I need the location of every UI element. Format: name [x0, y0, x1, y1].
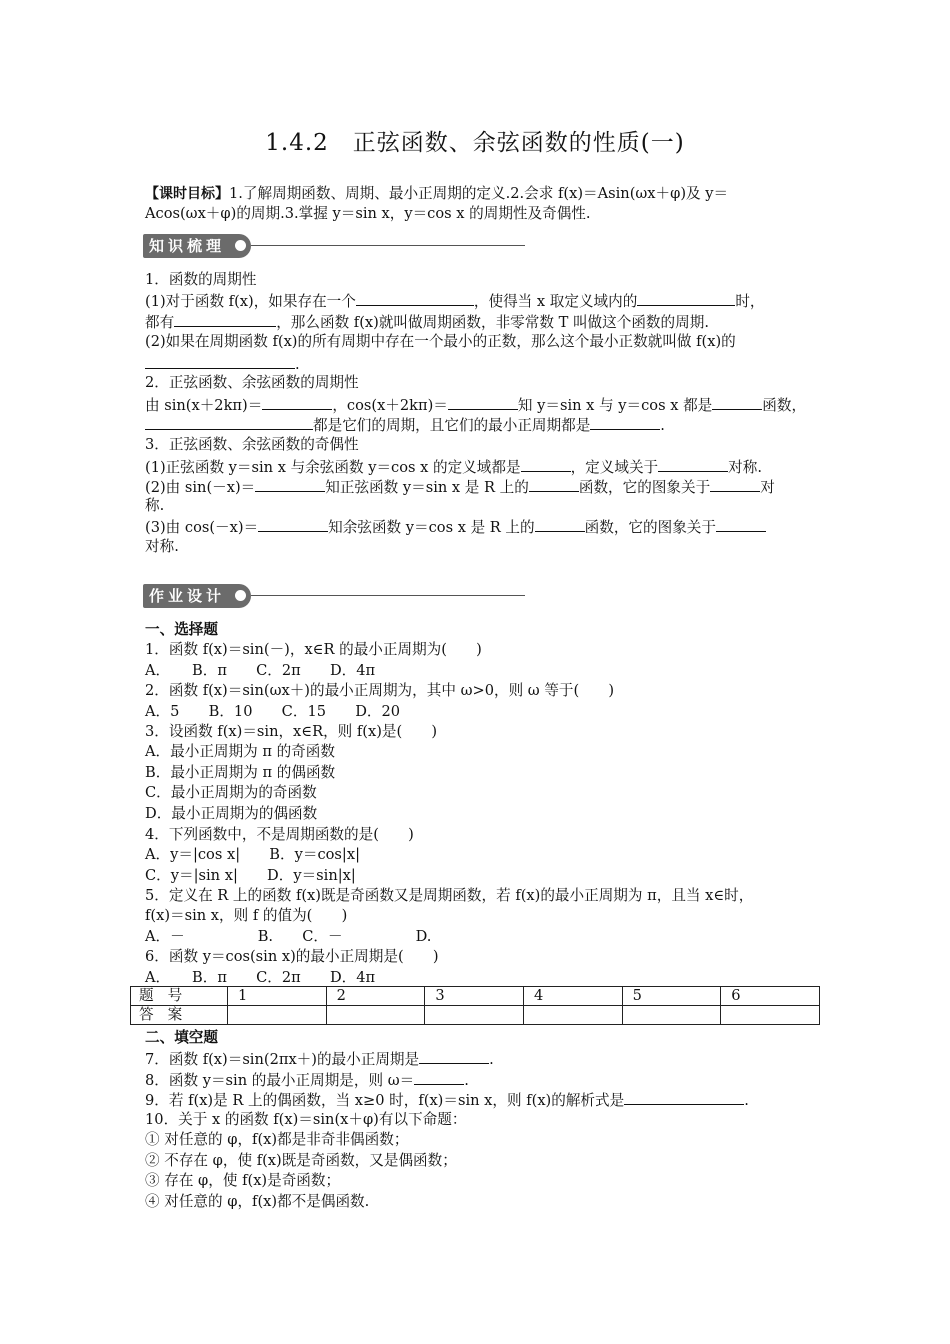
- objectives-line-1: [145, 184, 728, 204]
- knowledge-line: 由 sin(x＋2kπ)＝ ，cos(x＋2kπ)＝ 知 y＝sin x 与 y＝cos x 都是 函数，: [145, 394, 806, 416]
- fill-blank: [262, 394, 332, 410]
- section-heading-fill: 二、填空题: [145, 1029, 218, 1046]
- fill-blank: [448, 394, 518, 410]
- table-row: [131, 987, 820, 1006]
- question-1-options: A． B．π C．2π D．4π: [145, 662, 376, 679]
- fill-blank: [145, 414, 313, 430]
- answer-cell[interactable]: [326, 1006, 425, 1025]
- fill-blank: [521, 456, 571, 472]
- section-heading-choice: 一、选择题: [145, 621, 218, 638]
- divider: [251, 245, 525, 246]
- fill-blank: [174, 311, 276, 327]
- fill-blank: [535, 516, 585, 532]
- knowledge-line: (3)由 cos(－x)＝ 知余弦函数 y＝cos x 是 R 上的 函数，它的图象关于: [145, 516, 766, 538]
- fill-blank: [716, 516, 766, 532]
- proposition-4: ④ 对任意的 φ，f(x)都不是偶函数.: [145, 1193, 370, 1210]
- knowledge-heading-2: 2．正弦函数、余弦函数的周期性: [145, 374, 359, 391]
- fill-blank: [590, 414, 660, 430]
- fill-blank: [712, 394, 762, 410]
- banner-label: 作业设计: [149, 587, 226, 605]
- fill-blank: [356, 290, 474, 306]
- question-3-option-b: B．最小正周期为 π 的偶函数: [145, 764, 336, 781]
- fill-blank: [145, 353, 295, 369]
- table-cell: 1: [228, 987, 327, 1006]
- question-4-options-cd: C．y＝|sin x| D．y＝sin|x|: [145, 867, 356, 884]
- question-6: 6．函数 y＝cos(sin x)的最小正周期是( ): [145, 948, 439, 965]
- knowledge-line: (1)正弦函数 y＝sin x 与余弦函数 y＝cos x 的定义域都是 ，定义域关于 对称.: [145, 456, 762, 478]
- question-3-option-d: D．最小正周期为的偶函数: [145, 805, 318, 822]
- knowledge-line: 称.: [145, 497, 165, 514]
- table-header-answer: 答案: [131, 1006, 228, 1025]
- proposition-2: ② 不存在 φ，使 f(x)既是奇函数，又是偶函数；: [145, 1152, 457, 1169]
- bullet-dot-icon: [235, 240, 246, 251]
- question-4: 4．下列函数中，不是周期函数的是( ): [145, 826, 414, 843]
- knowledge-heading-1: 1．函数的周期性: [145, 271, 257, 288]
- fill-blank: [419, 1048, 489, 1064]
- answer-cell[interactable]: [622, 1006, 721, 1025]
- objectives-line-2: Acos(ωx＋φ)的周期.3.掌握 y＝sin x，y＝cos x 的周期性及奇偶性.: [145, 205, 591, 222]
- knowledge-line: 都有 ，那么函数 f(x)就叫做周期函数，非零常数 T 叫做这个函数的周期.: [145, 311, 709, 333]
- question-6-options: A． B．π C．2π D．4π: [145, 969, 376, 986]
- fill-blank: [529, 476, 579, 492]
- table-cell: 6: [721, 987, 820, 1006]
- answer-cell[interactable]: [425, 1006, 524, 1025]
- question-5-cont: f(x)＝sin x，则 f 的值为( ): [145, 907, 348, 924]
- knowledge-line: 对称.: [145, 538, 179, 555]
- question-3-option-a: A．最小正周期为 π 的奇函数: [145, 743, 335, 760]
- table-cell: 4: [523, 987, 622, 1006]
- section-banner-homework: [143, 584, 525, 608]
- question-1: 1．函数 f(x)＝sin(－)，x∈R 的最小正周期为( ): [145, 641, 482, 658]
- question-7: 7．函数 f(x)＝sin(2πx＋)的最小正周期是 .: [145, 1048, 494, 1070]
- question-5-options: A．－ B. C．－ D.: [145, 928, 432, 945]
- fill-blank: [624, 1089, 744, 1105]
- answer-table: [130, 986, 820, 1025]
- question-9: 9．若 f(x)是 R 上的偶函数，当 x≥0 时，f(x)＝sin x，则 f(x)的解析式是 .: [145, 1089, 749, 1111]
- knowledge-heading-3: 3．正弦函数、余弦函数的奇偶性: [145, 436, 359, 453]
- answer-cell[interactable]: [523, 1006, 622, 1025]
- page-title: 1.4.2 正弦函数、余弦函数的性质(一): [265, 130, 685, 156]
- fill-blank: [637, 290, 735, 306]
- question-4-options-ab: A．y＝|cos x| B．y＝cos|x|: [145, 846, 360, 863]
- banner-label: 知识梳理: [149, 237, 226, 255]
- question-3-option-c: C．最小正周期为的奇函数: [145, 784, 317, 801]
- proposition-3: ③ 存在 φ，使 f(x)是奇函数；: [145, 1172, 341, 1189]
- knowledge-line: .: [145, 353, 300, 375]
- proposition-1: ① 对任意的 φ，f(x)都是非奇非偶函数；: [145, 1131, 409, 1148]
- fill-blank: [258, 516, 328, 532]
- question-2-options: A．5 B．10 C．15 D．20: [145, 703, 401, 720]
- knowledge-line: 都是它们的周期，且它们的最小正周期都是 .: [145, 414, 665, 436]
- table-cell: 2: [326, 987, 425, 1006]
- table-row: [131, 1006, 820, 1025]
- knowledge-line: (2)如果在周期函数 f(x)的所有周期中存在一个最小的正数，那么这个最小正数就叫做 f(x)的: [145, 333, 736, 350]
- question-2: 2．函数 f(x)＝sin(ωx＋)的最小正周期为，其中 ω>0，则 ω 等于( ): [145, 682, 615, 699]
- divider: [251, 595, 525, 596]
- table-cell: 3: [425, 987, 524, 1006]
- section-banner-knowledge: [143, 234, 525, 258]
- fill-blank: [255, 476, 325, 492]
- knowledge-line: (2)由 sin(－x)＝ 知正弦函数 y＝sin x 是 R 上的 函数，它的图象关于 对: [145, 476, 775, 498]
- objectives-text-1: 1.了解周期函数、周期、最小正周期的定义.2.会求 f(x)＝Asin(ωx＋φ)及 y＝: [229, 185, 729, 202]
- fill-blank: [414, 1069, 464, 1085]
- table-header-number: 题号: [131, 987, 228, 1006]
- knowledge-line: (1)对于函数 f(x)，如果存在一个 ，使得当 x 取定义域内的 时，: [145, 290, 765, 312]
- answer-cell[interactable]: [228, 1006, 327, 1025]
- bullet-dot-icon: [235, 590, 246, 601]
- question-10: 10．关于 x 的函数 f(x)＝sin(x＋φ)有以下命题：: [145, 1111, 467, 1128]
- question-8: 8．函数 y＝sin 的最小正周期是，则 ω＝ .: [145, 1069, 469, 1091]
- question-3: 3．设函数 f(x)＝sin，x∈R，则 f(x)是( ): [145, 723, 438, 740]
- question-5: 5．定义在 R 上的函数 f(x)既是奇函数又是周期函数，若 f(x)的最小正周期为 π，且当 x∈时，: [145, 887, 754, 904]
- fill-blank: [710, 476, 760, 492]
- objectives-tag: 【课时目标】: [145, 186, 229, 202]
- table-cell: 5: [622, 987, 721, 1006]
- answer-cell[interactable]: [721, 1006, 820, 1025]
- fill-blank: [658, 456, 728, 472]
